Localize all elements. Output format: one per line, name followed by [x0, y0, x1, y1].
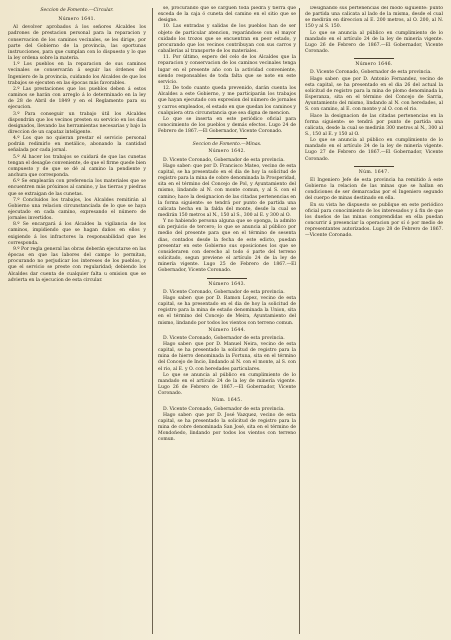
section-header: Seccion de Fomento.—Minas.	[192, 142, 262, 148]
column-right	[305, 6, 443, 638]
paragraph: D. Vicente Coronado, Gobernador de esta provincia.	[163, 289, 285, 295]
column-rule	[152, 8, 153, 634]
paragraph: Al devolver aprobados á los señores Alcaldes los padrones de prestacion personal para la reparacion y conservacion de los caminos vecinales, se les dirige, por parte del Gobierno de la provincia, las oportunas instrucciones, para que cumplan con lo dispuesto y lo que la ley ordena sobre la materia.	[8, 25, 146, 62]
paragraph: D. Vicente Coronado, Gobernador de esta provincia.	[163, 157, 285, 163]
column-middle	[158, 6, 296, 638]
paragraph: 4.º Los que no quieran prestar el servicio personal podrán redimirlo en metálico, abonando la cantidad señalada por cada jornal.	[8, 136, 146, 154]
paragraph: Lo que se anuncia al público en cumplimiento de lo mandado en el artículo 24 de la ley de minería vigente. Lugo 27 de Febrero de 1867.—El Gobernador, Vicente Coronado.	[305, 138, 443, 162]
paragraph: 7.º Concluidos los trabajos, los Alcaldes remitirán al Gobierno una relacion circunstanciada de lo que se haya ejecutado en cada camino, expresando el número de jornales invertidos.	[8, 197, 146, 222]
paragraph: 10. Las entradas y salidas de los pueblos han de ser objeto de particular atencion, reparándose con el mayor cuidado los trozos que se encuentran en peor estado, y procurando que los vecinos contribuyan con sus carros y caballerías al transporte de los materiales.	[158, 24, 296, 55]
paragraph: 6.º Se emplearán con preferencia los materiales que se encuentren más próximos al camino, y las tierras y piedras que se extraigan de las cunetas.	[8, 179, 146, 197]
separator	[354, 166, 394, 167]
paragraph: Lo que se inserta en este periódico oficial para conocimiento de los pueblos y demás efectos. Lugo 24 de Febrero de 1867.—El Gobernador, Vicente Coronado.	[158, 116, 296, 135]
paragraph: El Ingeniero Jefe de esta provincia ha remitido á este Gobierno la relacion de las minas que se hallan en condiciones de ser demarcadas por el Ingeniero segundo del cuerpo de minas destinado en ella.	[305, 177, 443, 202]
paragraph: Designando sus pertenencias del modo siguiente: punto de partida una calicata al lado de la misma, desde el cual se medirán en direccion al E. 200 metros, al O. 200, al N. 150 y al S. 150.	[305, 6, 443, 30]
paragraph: Hago saber: que por D. Ramon Lopez, vecino de esta capital, se ha presentado en el dia de hoy la solicitud de registro para la mina de estaño denominada la Union, sita en el término del Concejo de Meira, Ayuntamiento del mismo, lindando por todos los vientos con terreno comun.	[158, 295, 296, 326]
separator	[207, 138, 247, 139]
notice-number: Número 1644.	[208, 327, 246, 333]
column-left	[8, 6, 146, 638]
paragraph: D. Vicente Coronado, Gobernador de esta provincia.	[163, 335, 285, 341]
paragraph: se, procurando que se carguen toda piedra y tierra que exceda de la caja ó cuneta del camino en el sitio que se designe.	[158, 6, 296, 24]
paragraph: Hago saber: que por D. Antonio Fernandez, vecino de esta capital, se ha presentado en el dia 26 del actual la solicitud de registro para la mina de plomo denominada la Esperanza, sita en el término del Concejo de Sarria, Ayuntamiento del mismo, lindando al N. con heredades, al S. con camino, al E. con monte y al O. con el rio.	[305, 76, 443, 113]
notice-number: Núm. 1647.	[358, 169, 390, 175]
paragraph: 9.º Por regla general las obras deberán ejecutarse en las épocas en que las labores del campo lo permitan, procurando no perjudicar los intereses de los pueblos, y que el servicio se preste con regularidad; debiendo los Alcaldes dar cuenta de cualquier falta u omision que se advierta en la ejecucion de esta circular.	[8, 246, 146, 283]
paragraph: 2.º Las prestaciones que los pueblos deben á estos caminos se harán con arreglo á lo determinado en la ley de 28 de Abril de 1849 y en el Reglamento para su ejecucion.	[8, 86, 146, 111]
paragraph: 11. Por último, espero del celo de los Alcaldes que la reparacion y conservacion de los caminos vecinales tenga lugar en el presente año con la actividad conveniente, siendo responsables de toda falta que se note en este servicio.	[158, 55, 296, 85]
notice-number: Número 1641.	[58, 17, 96, 23]
paragraph: Hace la designacion de las citadas pertenencias en la forma siguiente: se tendrá por punto de partida una calicata, desde la cual se medirán 300 metros al N., 300 al S., 150 al E. y 150 al O.	[305, 113, 443, 137]
paragraph: Hago saber: que por D. Francisco Mateo, vecino de esta capital, se ha presentado en el dia de hoy la solicitud de registro para la mina de cobre denominada la Prosperidad, sita en el término del Concejo de Pol, y Ayuntamiento del mismo, lindando al N. con monte comun, y al S. con el camino; hace la designacion de las citadas pertenencias en la forma siguiente: se tendrá por punto de partida una calicata hecha en la falda del monte, desde la cual se medirán 150 metros al N., 150 al S., 300 al E. y 300 al O.	[158, 163, 296, 218]
paragraph: 5.º Al hacer los trabajos se cuidará de que las cunetas tengan el desagüe conveniente, de que el firme quede bien compuesto y de que se dé al camino la pendiente y anchura que corresponda.	[8, 154, 146, 179]
paragraph: Hago saber: que por D. Manuel Neira, vecino de esta capital, se ha presentado la solicitud de registro para la mina de hierro denominada la Fortuna, sita en el término del Concejo de Incio, lindando al N. con el monte, al S. con el rio, al E. y O. con heredades particulares.	[158, 341, 296, 372]
paragraph: Lo que se anuncia al público en cumplimiento de lo mandado en el artículo 24 de la ley de minería vigente. Lugo 26 de Febrero de 1867.—El Gobernador, Vicente Coronado.	[305, 30, 443, 55]
notice-number: Número 1642.	[208, 149, 246, 155]
section-header: Seccion de Fomento.—Circular.	[40, 8, 114, 13]
paragraph: Y no habiendo persona alguna que se oponga, la admito sin perjuicio de tercero; lo que se anuncia al público por medio del presente para que en el término de sesenta dias, contados desde la fecha de este edicto, puedan presentar en este Gobierno sus oposiciones los que se consideraren con derecho al todo ó parte del terreno solicitado, segun previene el artículo 24 de la ley de minería vigente. Lugo 25 de Febrero de 1867.—El Gobernador, Vicente Coronado.	[158, 219, 296, 274]
separator	[354, 58, 394, 59]
paragraph: 8.º Se encargará á los Alcaldes la vigilancia de los caminos, impidiendo que se hagan daños en ellos y exigiendo á los infractores la responsabilidad que les corresponda.	[8, 222, 146, 246]
paragraph: Lo que se anuncia al público en cumplimiento de lo mandado en el artículo 24 de la ley de minería vigente. Lugo 26 de Febrero de 1867.—El Gobernador, Vicente Coronado.	[158, 372, 296, 397]
notice-number: Número 1643.	[208, 281, 246, 287]
paragraph: 12. De todo cuanto queda prevenido, darán cuenta los Alcaldes a este Gobierno, y me participarán los trabajos que hayan ejecutado con expresion del número de jornales y carros empleados, el estado en que quedan los caminos y cualquiera otra circunstancia que sea digna de mencion.	[158, 86, 296, 116]
column-rule	[299, 8, 300, 634]
separator	[207, 278, 247, 279]
paragraph: En su vista he dispuesto se publique en este periódico oficial para conocimiento de los interesados y á fin de que los dueños de las minas comprendidas en ella puedan concurrir á presenciar la operacion por sí ó por medio de representantes autorizados. Lugo 28 de Febrero de 1867.—Vicente Coronado.	[305, 202, 443, 239]
paragraph: D. Vicente Coronado, Gobernador de esta provincia.	[163, 406, 285, 412]
paragraph: D. Vicente Coronado, Gobernador de esta provincia.	[310, 70, 432, 76]
notice-number: Núm. 1645.	[211, 398, 243, 404]
paragraph: Hago saber: que por D. José Vazquez, vecino de esta capital, se ha presentado la solicitud de registro para la mina de cobre denominada San José, sita en el término de Mondoñedo, lindando por todos los vientos con terreno comun.	[158, 412, 296, 443]
paragraph: 1.º Los pueblos en la reparacion de sus caminos vecinales se conservarán á seguir las órdenes del Ingeniero de la provincia, cuidando los Alcaldes de que los trabajos se ejecuten en las épocas más favorables.	[8, 62, 146, 86]
notice-number: Número 1646.	[355, 62, 393, 68]
paragraph: 3.º Para conseguir un trabajo útil los Alcaldes dispondrán que los vecinos presten su servicio en los dias designados, llevando las herramientas necesarias y bajo la direccion de un capataz inteligente.	[8, 111, 146, 135]
